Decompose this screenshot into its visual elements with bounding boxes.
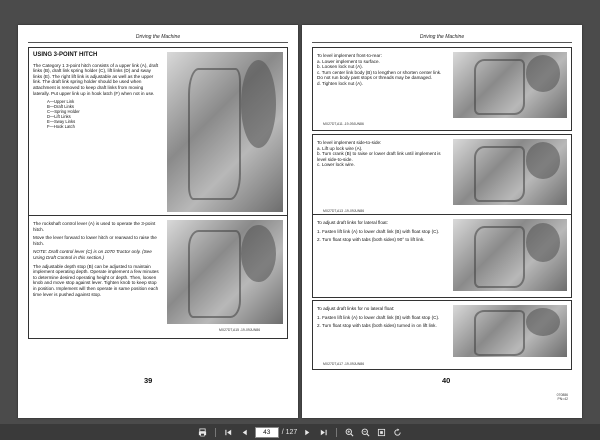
key-item: D—Lift Links [47, 114, 71, 120]
rotate-icon[interactable] [392, 427, 403, 438]
footer-line: 070886 [556, 393, 568, 397]
hitch-panel [28, 47, 288, 226]
total-pages: / 127 [281, 428, 298, 436]
key-item: F—Hook Latch [47, 124, 75, 130]
text-line: c. Lower lock wire. [317, 162, 355, 168]
side-photo [453, 139, 567, 205]
image-code: MX27DT,A15 -19-09JUN86 [219, 328, 261, 332]
rockshaft-p2: Move the lever forward to lower hitch or rearward to raise the hitch. [33, 235, 157, 246]
prev-page-icon[interactable] [239, 427, 250, 438]
image-code: MX27DT,A11 -19-09JUN86 [323, 122, 364, 126]
lateral-float-photo [453, 219, 567, 291]
page-header: Driving the Machine [312, 33, 572, 43]
text-line: b. Loosen lock nut (A). [317, 64, 363, 70]
text-line: To adjust draft links for lateral float: [317, 220, 388, 225]
lateral-float-text [317, 220, 447, 246]
fit-icon[interactable] [376, 427, 387, 438]
hitch-body: The Category 1 3-point hitch consists of a upper link (A), draft links (B), draft link spring holder (C), lift links (D) and sway links (E). The right lift link is adjustable as well as the upper link. The draft link spring holder should be used when attachment is removed to keep draft links from moving laterally. Put upper link up in hook latch (F) when not in use. [33, 62, 159, 96]
text-line: To adjust draft links for no lateral float: [317, 306, 395, 311]
toolbar-divider [215, 428, 216, 437]
hitch-text [33, 53, 161, 129]
image-code: MX27DT,A17 -19-09JUN86 [323, 362, 365, 366]
page-number: 39 [144, 376, 153, 385]
page-number: 40 [442, 376, 451, 385]
level-front-rear-text [317, 53, 447, 87]
rockshaft-p3: The adjustable depth stop (B) can be adjusted to maintain implement operating depth. Operate implement a few minutes to determine desired operating height or depth. Then, loosen knob and move stop against lever. Tighten knob to keep stop in position. Implement will then operate in same position each time lever is pushed against stop. [33, 263, 159, 297]
toolbar-divider [336, 428, 337, 437]
rockshaft-note: NOTE: Draft control lever (C) is on 1070 Tractor only. (See Using Draft Control in this section.) [33, 249, 152, 260]
viewer-toolbar [0, 424, 600, 440]
text-line: 2. Turn float stop with tabs (both sides) turned in on lift link. [317, 323, 437, 329]
text-line: 1. Fasten lift link (A) to lower draft link (B) with float stop (C). [317, 228, 440, 234]
page-indicator [255, 427, 298, 438]
rockshaft-text [33, 221, 161, 300]
text-line: To level implement side-to-side: [317, 140, 382, 145]
right-page [302, 25, 582, 418]
no-lateral-float-panel [312, 300, 572, 370]
no-lateral-float-text [317, 306, 447, 332]
hitch-photo [167, 52, 283, 212]
key-item: B—Draft Links [47, 104, 74, 110]
front-rear-photo [453, 52, 567, 118]
level-side-panel [312, 134, 572, 219]
zoom-out-icon[interactable] [360, 427, 371, 438]
text-line: b. Turn crank (B) to raise or lower draft link until implement is level side-to-side. [317, 151, 441, 162]
page-footer [557, 393, 568, 401]
key-list [47, 99, 161, 129]
text-line: 2. Turn float stop with tabs (both sides) 90° to lift link. [317, 237, 425, 243]
footer-line: PN=42 [557, 397, 568, 401]
rockshaft-panel [28, 215, 288, 339]
level-front-rear-panel [312, 47, 572, 131]
level-side-text [317, 140, 447, 168]
text-line: a. Lower implement to surface. [317, 58, 380, 64]
no-lateral-float-photo [453, 305, 567, 357]
key-item: A—Upper Link [47, 99, 75, 105]
page-number-input[interactable]: 43 [255, 427, 279, 438]
print-icon[interactable] [197, 427, 208, 438]
page-header: Driving the Machine [28, 33, 288, 43]
next-page-icon[interactable] [302, 427, 313, 438]
rockshaft-photo [167, 220, 283, 324]
first-page-icon[interactable] [223, 427, 234, 438]
zoom-in-icon[interactable] [344, 427, 355, 438]
image-code: MX27DT,A13 -19-09JUN86 [323, 209, 365, 213]
key-item: C—Spring Holder [47, 109, 80, 115]
text-line: 1. Fasten lift link (A) to lower draft link (B) with float stop (C). [317, 314, 440, 320]
section-title: USING 3-POINT HITCH [33, 52, 98, 58]
text-line: To level implement front-to-rear: [317, 53, 382, 58]
last-page-icon[interactable] [318, 427, 329, 438]
key-item: E—Sway Links [47, 119, 76, 125]
left-page [18, 25, 298, 418]
text-line: a. Lift up lock wire (A). [317, 145, 363, 151]
text-line: d. Tighten lock nut (A). [317, 80, 363, 86]
rockshaft-p1: The rockshaft control lever (A) is used to operate the 3-point hitch. [33, 221, 156, 232]
text-line: c. Turn center link body (B) to lengthen or shorten center link. Do not run body past stops or threads may be damaged. [317, 69, 442, 81]
lateral-float-panel [312, 214, 572, 298]
